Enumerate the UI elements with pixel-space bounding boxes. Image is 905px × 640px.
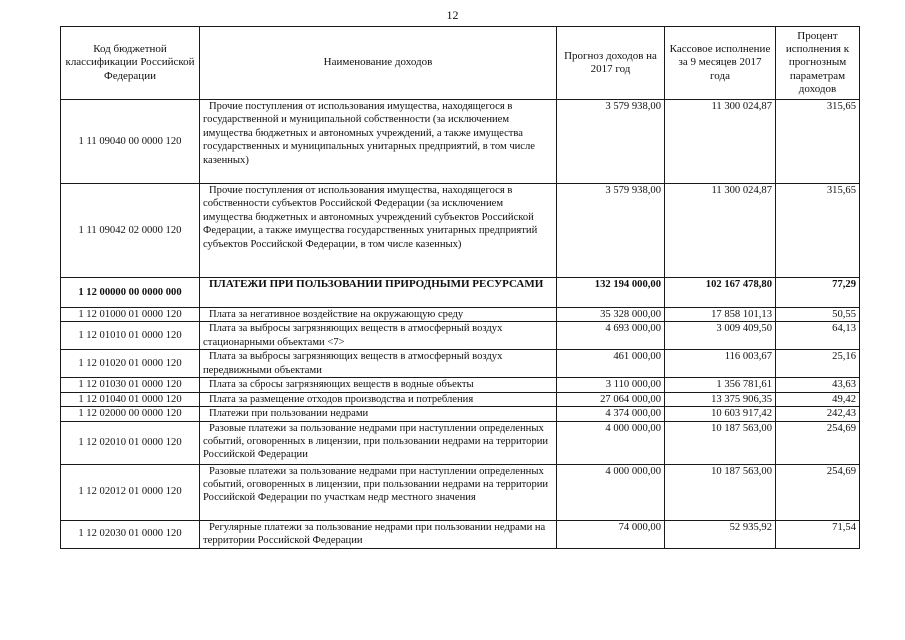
row-name: Плата за выбросы загрязняющих веществ в атмосферный воздух передвижными объектами [200,350,557,378]
table-row [61,520,860,548]
row-percent: 242,43 [776,407,860,421]
row-cash: 1 356 781,61 [665,378,776,392]
row-cash: 17 858 101,13 [665,308,776,322]
row-forecast: 4 693 000,00 [557,322,665,350]
table-row [61,322,860,350]
row-percent: 77,29 [776,278,860,308]
table-row [61,184,860,278]
row-cash: 116 003,67 [665,350,776,378]
row-percent: 50,55 [776,308,860,322]
row-forecast: 461 000,00 [557,350,665,378]
row-code: 1 12 01020 01 0000 120 [61,350,200,378]
row-percent: 49,42 [776,392,860,406]
row-forecast: 3 579 938,00 [557,184,665,278]
row-code: 1 12 02030 01 0000 120 [61,520,200,548]
row-code: 1 11 09040 00 0000 120 [61,100,200,184]
row-cash: 10 187 563,00 [665,421,776,464]
table-row [61,100,860,184]
row-percent: 64,13 [776,322,860,350]
header-forecast: Прогноз доходов на 2017 год [557,27,665,100]
row-name: Прочие поступления от использования имущества, находящегося в собственности субъектов Российской Федерации (за исключением имущества бюджетных и автономных учреждений субъектов Российской Федерации, а также имущества государственных унитарных предприятий субъектов Российской Федерации, в том числе казенных) [200,184,557,278]
row-code: 1 12 00000 00 0000 000 [61,278,200,308]
row-cash: 11 300 024,87 [665,184,776,278]
table-row [61,464,860,520]
row-code: 1 12 01030 01 0000 120 [61,378,200,392]
header-code: Код бюджетной классификации Российской Федерации [61,27,200,100]
row-forecast: 4 000 000,00 [557,421,665,464]
row-name: Регулярные платежи за пользование недрами при пользовании недрами на территории Российской Федерации [200,520,557,548]
row-code: 1 12 02000 00 0000 120 [61,407,200,421]
row-code: 1 11 09042 02 0000 120 [61,184,200,278]
row-name: ПЛАТЕЖИ ПРИ ПОЛЬЗОВАНИИ ПРИРОДНЫМИ РЕСУРСАМИ [200,278,557,308]
row-cash: 10 603 917,42 [665,407,776,421]
row-name: Разовые платежи за пользование недрами при наступлении определенных событий, оговоренных в лицензии, при пользовании недрами на территории Российской Федерации по участкам недр местного значения [200,464,557,520]
table-row [61,308,860,322]
row-name: Плата за негативное воздействие на окружающую среду [200,308,557,322]
header-name: Наименование доходов [200,27,557,100]
row-code: 1 12 02010 01 0000 120 [61,421,200,464]
page-number: 12 [446,8,459,22]
row-code: 1 12 02012 01 0000 120 [61,464,200,520]
row-forecast: 4 374 000,00 [557,407,665,421]
row-cash: 52 935,92 [665,520,776,548]
row-name: Прочие поступления от использования имущества, находящегося в государственной и муниципальной собственности (за исключением имущества бюджетных и автономных учреждений, а также имущества государственных и муниципальных унитарных предприятий, в том числе казенных) [200,100,557,184]
row-cash: 3 009 409,50 [665,322,776,350]
row-forecast: 3 579 938,00 [557,100,665,184]
row-forecast: 3 110 000,00 [557,378,665,392]
row-cash: 13 375 906,35 [665,392,776,406]
table-row [61,350,860,378]
row-cash: 102 167 478,80 [665,278,776,308]
row-cash: 10 187 563,00 [665,464,776,520]
row-name: Платежи при пользовании недрами [200,407,557,421]
row-cash: 11 300 024,87 [665,100,776,184]
table-row [61,378,860,392]
row-percent: 315,65 [776,100,860,184]
table-header-row [61,27,860,100]
row-percent: 315,65 [776,184,860,278]
row-forecast: 4 000 000,00 [557,464,665,520]
table-row [61,392,860,406]
row-percent: 43,63 [776,378,860,392]
row-name: Плата за размещение отходов производства и потребления [200,392,557,406]
row-percent: 71,54 [776,520,860,548]
header-cash: Кассовое исполнение за 9 месяцев 2017 года [665,27,776,100]
row-forecast: 74 000,00 [557,520,665,548]
table-row [61,407,860,421]
table-row [61,278,860,308]
row-name: Разовые платежи за пользование недрами при наступлении определенных событий, оговоренных в лицензии, при пользовании недрами на территории Российской Федерации [200,421,557,464]
row-forecast: 132 194 000,00 [557,278,665,308]
row-code: 1 12 01000 01 0000 120 [61,308,200,322]
row-forecast: 27 064 000,00 [557,392,665,406]
row-code: 1 12 01040 01 0000 120 [61,392,200,406]
row-percent: 254,69 [776,464,860,520]
row-percent: 25,16 [776,350,860,378]
table-row [61,421,860,464]
header-percent: Процент исполнения к прогнозным параметрам доходов [776,27,860,100]
row-percent: 254,69 [776,421,860,464]
row-code: 1 12 01010 01 0000 120 [61,322,200,350]
revenue-table [60,26,860,549]
row-name: Плата за сбросы загрязняющих веществ в водные объекты [200,378,557,392]
row-name: Плата за выбросы загрязняющих веществ в атмосферный воздух стационарными объектами <7> [200,322,557,350]
row-forecast: 35 328 000,00 [557,308,665,322]
